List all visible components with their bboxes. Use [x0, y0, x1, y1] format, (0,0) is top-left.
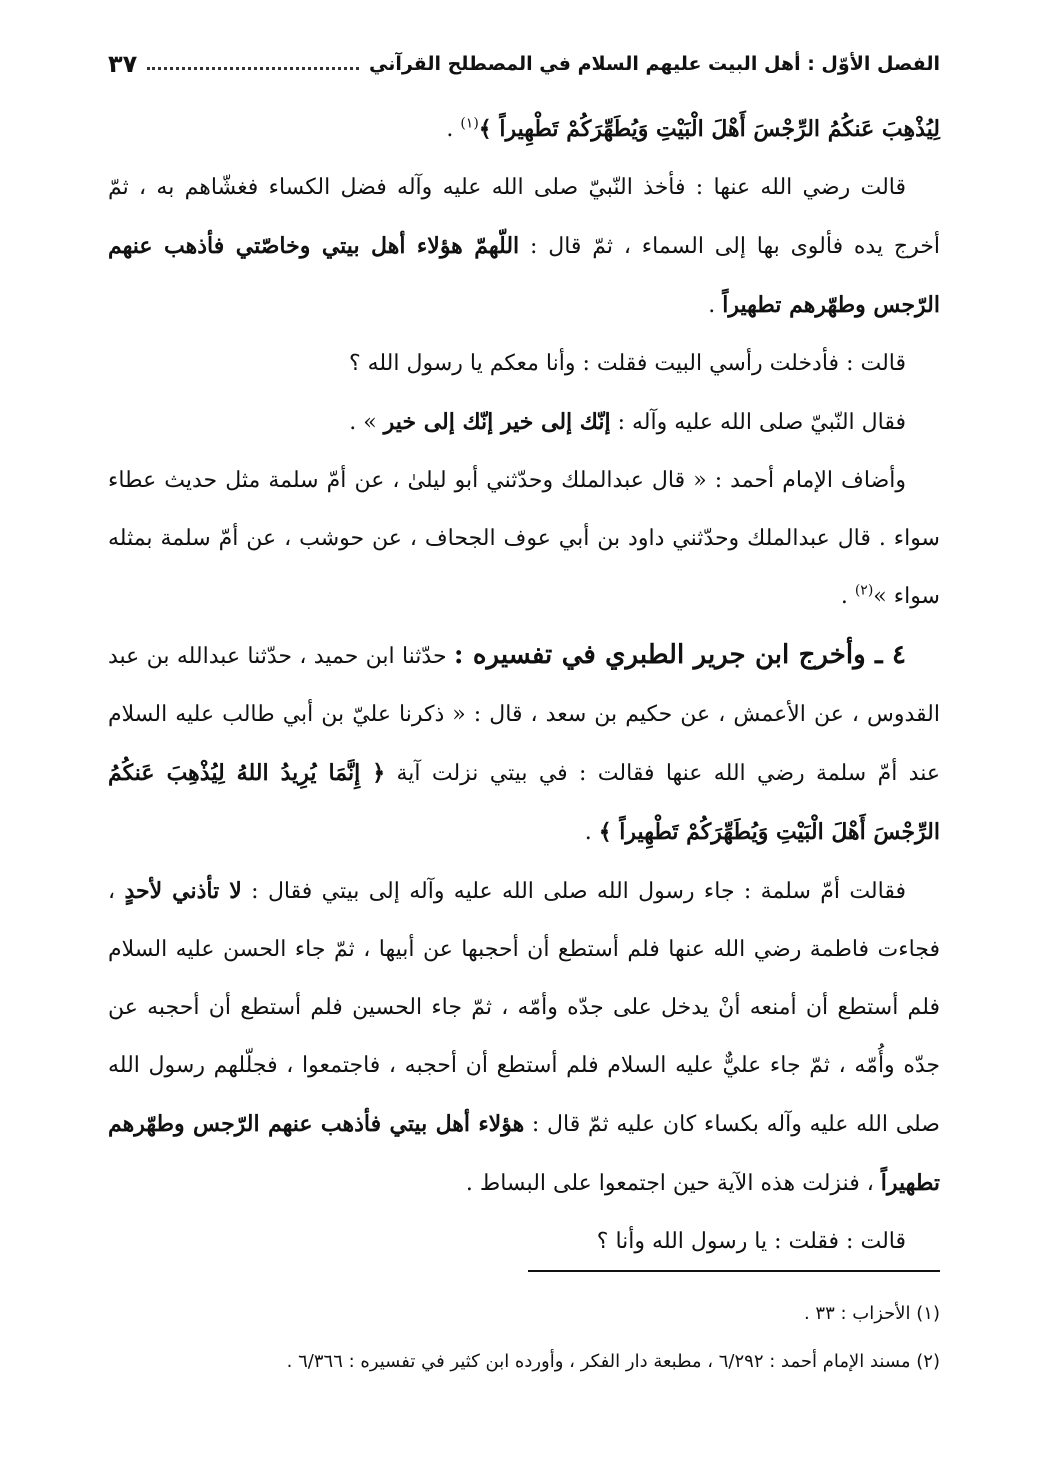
footnotes [108, 1290, 940, 1386]
narration-text: فقالت أمّ سلمة : جاء رسول الله صلى الله عليه وآله إلى بيتي فقال : [241, 879, 906, 904]
running-header [108, 44, 940, 84]
punctuation: . [708, 293, 723, 318]
prophet-quote: هؤلاء أهل بيتي فأذهب عنهم الرّجس وطهّرهم تطهيراً [108, 1111, 940, 1196]
paragraph-final-question: قالت : فقلت : يا رسول الله وأنا ؟ [596, 1229, 906, 1254]
paragraph-tabari [108, 626, 940, 862]
header-dot-leader [147, 67, 359, 70]
section-lead: ٤ ـ وأخرج ابن جرير الطبري في تفسيره : [453, 640, 906, 670]
quran-verse: لِيُذْهِبَ عَنكُمُ الرِّجْسَ أَهْلَ الْبَيْتِ وَيُطَهِّرَكُمْ تَطْهِيراً ﴾ [478, 116, 940, 142]
narration-text: وأضاف الإمام أحمد : « قال عبدالملك وحدّثني أبو ليلىٰ ، عن أمّ سلمة مثل حديث عطاء سواء . قال عبدالملك وحدّثني داود بن أبي عوف الجحاف ، عن حوشب ، عن أمّ سلمة بمثله سواء » [108, 468, 940, 609]
paragraph-kisa [108, 159, 940, 335]
page-number: ٣٧ [108, 50, 138, 78]
paragraph-verse-end [108, 100, 940, 159]
narration-text: حدّثنا ابن حميد ، حدّثنا عبدالله بن عبد القدوس ، عن الأعمش ، عن حكيم بن سعد ، قال : « ذكرنا عليّ بن أبي طالب عليه السلام عند أمّ سلمة رضي الله عنها فقالت : في بيتي نزلت آية [108, 644, 940, 786]
narration-text: ، فجاءت فاطمة رضي الله عنها فلم أستطع أن أحجبها عن أبيها ، ثمّ جاء الحسن عليه السلام فلم أستطع أن أمنعه أنْ يدخل على جدّه وأمّه ، ثمّ جاء الحسين فلم أستطع أن أحجبه عن جدّه وأُمّه ، ثمّ جاء عليٌّ عليه السلام فلم أستطع أن أحجبه ، فاجتمعوا ، فجلّلهم رسول الله صلى الله عليه وآله بكساء كان عليه ثمّ قال : [108, 879, 940, 1137]
footnote-1: (١) الأحزاب : ٣٣ . [803, 1303, 940, 1324]
punctuation: » . [349, 410, 384, 435]
narration-text: قالت رضي الله عنها : فأخذ النّبيّ صلى الله عليه وآله فضل الكساء فغشّاهم به ، ثمّ أخرج يده فألوى بها إلى السماء ، ثمّ قال : [108, 175, 940, 259]
prophet-quote: إنّك إلى خير إنّك إلى خير [383, 409, 611, 435]
punctuation: . [446, 117, 461, 142]
footnote-divider [528, 1270, 940, 1272]
footnote-2: (٢) مسند الإمام أحمد : ٦/٢٩٢ ، مطبعة دار الفكر ، وأورده ابن كثير في تفسيره : ٦/٣٦٦ . [286, 1351, 940, 1372]
prophet-quote: اللّهمّ هؤلاء أهل بيتي وخاصّتي فأذهب عنهم الرّجس وطهّرهم تطهيراً [108, 233, 940, 318]
prophet-quote: لا تأذني لأحدٍ [124, 878, 242, 904]
quran-verse: ﴿ إِنَّمَا يُرِيدُ اللهُ لِيُذْهِبَ عَنكُمُ الرِّجْسَ أَهْلَ الْبَيْتِ وَيُطَهِّرَكُمْ تَطْهِيراً ﴾ [108, 760, 940, 845]
punctuation: . [584, 820, 599, 845]
footnote-ref-1: (١) [460, 115, 479, 132]
chapter-title: الفصل الأوّل : أهل البيت عليهم السلام في المصطلح القرآني [368, 53, 940, 75]
paragraph-question: قالت : فأدخلت رأسي البيت فقلت : وأنا معكم يا رسول الله ؟ [348, 351, 906, 376]
paragraph-ahmad [108, 452, 940, 626]
narration-text: فقال النّبيّ صلى الله عليه وآله : [610, 410, 906, 435]
punctuation: . [840, 584, 855, 609]
main-text [108, 100, 940, 1271]
footnote-ref-2: (٢) [854, 582, 874, 599]
paragraph-umm-salama [108, 862, 940, 1213]
narration-text: ، فنزلت هذه الآية حين اجتمعوا على البساط . [465, 1171, 881, 1196]
paragraph-answer [108, 393, 940, 452]
